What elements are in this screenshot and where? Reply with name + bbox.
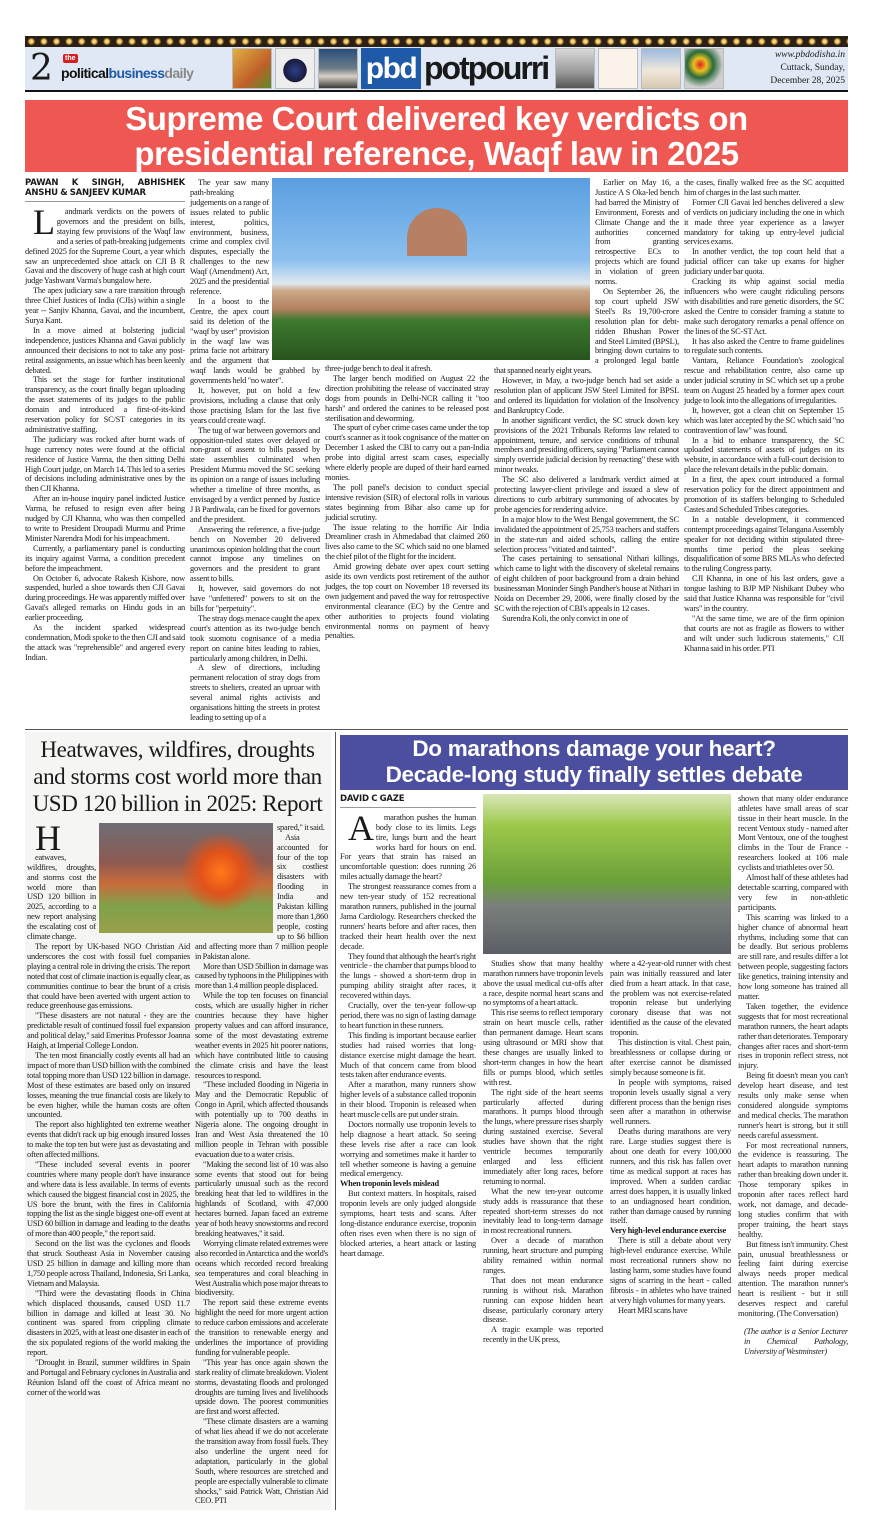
paragraph: In another verdict, the top court held that a judicial officer can take up exams for higher judiciary under bar quota. <box>684 247 844 277</box>
marathon-column-2-text <box>483 959 603 1345</box>
newspaper-page <box>25 0 848 1514</box>
marathon-columns <box>340 794 848 1357</box>
marathon-byline: DAVID C GAZE <box>340 794 476 808</box>
paragraph: Landmark verdicts on the powers of governors and the president on bills, staying few provisions of the Waqf law and a series of path-breaking judgements defined 2025 for the Supreme Court, a year which saw an unprecedented shoe attack on CJI B R Gavai and the discovery of huge cash at high court judge Yashwant Varma's bungalow here. <box>25 202 185 286</box>
heatwaves-article-box <box>25 732 331 1511</box>
paragraph: Doctors normally use troponin levels to help diagnose a heart attack. So seeing these levels rise after a race can look worrying and sometimes make it harder to tell whether someone is having a genuine medical emergency. <box>340 1119 476 1179</box>
paragraph: In a major blow to the West Bengal government, the SC invalidated the appointment of 25,753 teachers and staffers in the state-run and aided schools, calling the entire selection process "vitiated and tainted". <box>494 514 679 554</box>
sc-column-1 <box>25 178 185 663</box>
paragraph: After a marathon, many runners show higher levels of a substance called troponin in their blood. Troponin is released when heart muscle cells are put under strain. <box>340 1080 476 1120</box>
paragraph: In a bid to enhance transparency, the SC uploaded statements of assets of judges on its website, in accordance with a full-court decision to place the relevant details in the public domain. <box>684 435 844 475</box>
paragraph: It, however, said governors do not have "unfettered" powers to sit on the bills for "perpetuity". <box>190 584 320 613</box>
paragraph: As the incident sparked widespread condemnation, Modi spoke to the then CJI and said the attack was "reprehensible" and angered every Indian. <box>25 623 185 662</box>
plant-thumbnail <box>555 48 595 89</box>
paragraph: The report said these extreme events highlight the need for more urgent action to reduce carbon emissions and accelerate the transition to renewable energy and underlines the importance of providing funding for vulnerable people. <box>195 1298 328 1357</box>
paragraph: "These included several events in poorer countries where many people don't have insurance and where data is less available. In terms of events which caused the biggest financial cost in 2025, the US bore the brunt, with the fires in California topping the list as the single biggest one-off event at USD 60 billion in damage and leading to the deaths of more than 400 people," the report said. <box>27 1159 190 1239</box>
paragraph: On October 6, advocate Rakesh Kishore, now suspended, hurled a shoe towards then CJI Gavai during proceedings. He was apparently miffed over Gavai's alleged remarks on Hindu gods in an earlier proceeding. <box>25 573 185 623</box>
heat-column-2 <box>195 823 328 1507</box>
logo-political: political <box>61 64 109 81</box>
paragraph: In a notable development, it commenced contempt proceedings against Telangana Assembly speaker for not deciding within stipulated three-months time period the pleas seeking disqualification of some BRS MLAs who defected to the ruling Congress party. <box>684 514 844 574</box>
sc-column-5 <box>684 178 844 654</box>
paragraph: The tug of war between governors and opposition-ruled states over delayed or non-grant of assent to bills passed by state assemblies culminated when President Murmu moved the SC seeking its opinion on a range of issues including whether a timeline of three months, as envisaged by a verdict penned by Justice J B Pardiwala, can be fixed for governors and the president. <box>190 425 320 524</box>
subheading: When troponin levels mislead <box>340 1179 439 1189</box>
paragraph: The strongest reassurance comes from a new ten-year study of 152 recreational marathon runners, published in the journal Jama Cardiology. Researchers checked the runners' hearts before and after races, then tracked their heart health over the next decade. <box>340 882 476 951</box>
paragraph: "These climate disasters are a warning of what lies ahead if we do not accelerate the transition away from fossil fuels. They also underline the urgent need for adaptation, particularly in the global South, where resources are stretched and people are especially vulnerable to climate shocks," said Patrick Watt, Christian Aid CEO. PTI <box>195 1417 328 1506</box>
paragraph: It, however, got a clean chit on September 15 which was later accepted by the SC which said "no contravention of law" was found. <box>684 405 844 435</box>
sc-column-3 <box>325 178 489 641</box>
paragraph: Second on the list was the cyclones and floods that struck Southeast Asia in November causing USD 25 billion in damage and killing more than 1,750 people across Thailand, Indonesia, Sri Lanka, Vietnam and Malaysia. <box>27 1239 190 1288</box>
paragraph: The year saw many path-breaking judgements on a range of issues related to public interest, politics, environment, business, crime and complex civil disputes, especially the challenges to the new Waqf (Amendment) Act, 2025 and the presidential reference. <box>190 178 269 296</box>
paragraph: While the top ten focuses on financial costs, which are usually higher in richer countries because they have higher property values and can afford insurance, some of the most devastating extreme weather events in 2025 hit poorer nations, which have contributed little to causing the climate crisis and have the least resources to respond. <box>195 991 328 1080</box>
paragraph: the cases, finally walked free as the SC acquitted him of charges in the last such matter. <box>684 178 844 197</box>
heat-column-1 <box>27 817 190 1398</box>
marathon-article <box>340 732 848 1511</box>
marathon-headline-line2: Decade-long study finally settles debate <box>385 761 803 787</box>
paragraph: But context matters. In hospitals, raised troponin levels are only judged alongside symptoms, heart tests and scans. After long-distance endurance exercise, troponin often rises even when there is no sign of blocked arteries, a heart attack or lasting heart damage. <box>340 1189 476 1258</box>
paragraph: The SC also delivered a landmark verdict aimed at protecting lawyer-client privilege and issued a slew of directions to curb arbitrary summoning of advocates by probe agencies for rendering advice. <box>494 475 679 514</box>
paragraph: For most recreational runners, the evidence is reassuring. The heart adapts to marathon running rather than breaking down under it. Those temporary spikes in troponin after races reflect hard work, not damage, and decade-long studies confirm that with proper training, the heart stays healthy. <box>738 1140 848 1239</box>
motorbike-thumbnail <box>275 48 315 89</box>
paragraph: The issue relating to the horrific Air India Dreamliner crash in Ahmedabad that claimed 260 lives also came to the SC which said no one blamed the chief pilot of the flight for the incident. <box>325 522 489 562</box>
subheading: Very high-level endurance exercise <box>610 1226 726 1236</box>
author-note: (The author is a Senior Lecturer in Chemical Pathology, University of Westminster) <box>744 1326 848 1356</box>
paragraph: They found that although the heart's right ventricle - the chamber that pumps blood to the lungs - showed a short-term drop in pumping ability straight after races, it recovered within days. <box>340 951 476 1001</box>
paragraph: Amarathon pushes the human body close to its limits. Legs tire, lungs burn and the heart works hard for hours on end. For years that strain has raised an uncomfortable question: does running 26 miles actually damage the heart? <box>340 807 476 882</box>
marathon-column-1-text <box>340 807 476 1259</box>
paragraph: There is still a debate about very high-level endurance exercise. While most recreational runners show no lasting harm, some studies have found signs of scarring in the heart - called fibrosis - in athletes who have trained at very high volumes for many years. <box>610 1236 731 1305</box>
place-day: Cuttack, Sunday, <box>780 63 845 73</box>
masthead <box>25 47 848 92</box>
paragraph: The stray dogs menace caught the apex court's attention as its two-judge bench took suomotu cognisance of a media report on canine bites leading to rabies, particularly among children, in Delhi. <box>190 613 320 663</box>
paragraph: The poll panel's decision to conduct special intensive revision (SIR) of electoral rolls in various states beginning from Bihar also came up for judicial scrutiny. <box>325 482 489 522</box>
paragraph: In a boost to the Centre, the apex court said its deletion of the "waqf by user" provision in the waqf law was prima facie not arbitrary and the argument that waqf lands would be grabbed by governments held "no water". <box>190 296 320 386</box>
paragraph: where a 42-year-old runner with chest pain was initially reassured and later died from a heart attack. In that case, the problem was not exercise-related troponin release but underlying coronary disease that was not identified as the cause of the elevated troponin. <box>610 958 731 1038</box>
paragraph: Deaths during marathons are very rare. Large studies suggest there is about one death for every 100,000 runners, and this risk has fallen over time as medical support at races has improved. When a sudden cardiac arrest does happen, it is usually linked to an undiagnosed heart condition, rather than damage caused by running itself. <box>610 1127 731 1226</box>
paragraph: CJI Khanna, in one of his last orders, gave a tongue lashing to BJP MP Nishikant Dubey who said that Justice Khanna was responsible for "civil wars" in the country. <box>684 574 844 613</box>
paragraph: Heatwaves, wildfires, droughts, and storms cost the world more than USD 120 billion in 2025, according to a new report analysing the escalating cost of climate change. <box>27 817 96 942</box>
logo-daily: daily <box>164 64 194 81</box>
paragraph: Vantara, Reliance Foundation's zoological rescue and rehabilitation centre, also came up under judicial scrutiny in SC which set up a probe team on August 25 headed by a former apex court judge to look into the allegations of irregularities. <box>684 356 844 405</box>
paragraph: This scarring was linked to a higher chance of abnormal heart rhythms, including some that can be deadly. But serious problems are still rare, and results differ a lot between people, suggesting factors like genetics, training intensity and how long someone has trained all matter. <box>738 912 848 1001</box>
kathakali-thumbnail <box>232 48 272 89</box>
paragraph: In people with symptoms, raised troponin levels usually signal a very different process than the benign rises seen after a marathon in otherwise well runners. <box>610 1077 731 1127</box>
sc-column-1-text <box>25 202 185 663</box>
paragraph: Crucially, over the ten-year follow-up period, there was no sign of lasting damage to heart function in these runners. <box>340 1001 476 1030</box>
paragraph: spared," it said. <box>277 822 325 832</box>
taj-mahal-thumbnail <box>641 48 681 89</box>
paragraph: Almost half of these athletes had detectable scarring, compared with very few in non-athletic participants. <box>738 873 848 912</box>
heatwaves-headline: Heatwaves, wildfires, droughts and storms cost world more than USD 120 billion in 2025: Report <box>32 736 323 816</box>
paragraph: More than USD 5billion in damage was caused by typhoons in the Philippines with more than 1.4 million people displaced. <box>195 961 328 991</box>
sc-article <box>25 178 848 730</box>
paragraph: It has also asked the Centre to frame guidelines to regulate such contents. <box>684 336 844 356</box>
paragraph: Answering the reference, a five-judge bench on November 20 delivered unanimous opinion holding that the court cannot impose any timelines on governors and the president to grant assent to bills. <box>190 524 320 584</box>
paragraph: "This year has once again shown the stark reality of climate breakdown. Violent storms, devastating floods and prolonged droughts are turning lives and livelihoods upside down. The poorest communities are first and worst affected. <box>195 1357 328 1417</box>
paragraph: "Drought in Brazil, summer wildfires in Spain and Portugal and February cyclones in Australia and Réunion Island off the coast of Africa meant no corner of the world was <box>27 1358 190 1397</box>
logo-the: the <box>65 54 76 62</box>
website-link[interactable]: www.pbdodisha.in <box>774 50 845 60</box>
paragraph: "These disasters are not natural - they are the predictable result of continued fossil fuel expansion and political delay," said Emeritus Professor Joanna Haigh, at Imperial College London. <box>27 1011 190 1051</box>
paragraph: Over a decade of marathon running, heart structure and pumping ability remained within normal ranges. <box>483 1236 603 1275</box>
sc-headline <box>25 100 848 172</box>
marathon-headline <box>340 735 848 790</box>
lower-section <box>25 732 848 1511</box>
paragraph: Cracking its whip against social media influencers who were caught ridiculing persons with disabilities and rare genetic disorders, the SC asked the Centre to consider framing a statute to make such derogatory remarks a penal offence on the lines of the SC-ST Act. <box>684 277 844 336</box>
marathon-column-3-text <box>610 959 731 1316</box>
paragraph: Amid growing debate over apex court setting aside its own verdicts post retirement of the author judges, the top court on November 18 reversed its own judgement and paved the way for retrospective environmental clearance (EC) by the Centre and other authorities to projects found violating environmental norms on payment of heavy penalties. <box>325 562 489 641</box>
paragraph: What the new ten-year outcome study adds is reassurance that these repeated short-term stresses do not inevitably lead to long-term damage in most recreational runners. <box>483 1186 603 1236</box>
marathon-column-4 <box>738 794 848 1357</box>
paragraph: "Third were the devastating floods in China which displaced thousands, caused USD 11.7 billion in damage and killed at least 30. No continent was spared from crippling climate disasters in 2025, with at least one disaster in each of the six populated regions of the world making the report. <box>27 1288 190 1358</box>
sc-column-3-text <box>325 364 489 641</box>
paragraph: shown that many older endurance athletes have small areas of scar tissue in their heart muscle. In the recent Ventoux study - named after Mont Ventoux, one of the toughest climbs in the Tour de France - researchers looked at 106 male cyclists and triathletes over 50. <box>738 793 848 873</box>
sc-byline: PAWAN K SINGH, ABHISHEK ANSHU & SANJEEV KUMAR <box>25 178 185 202</box>
paragraph: In a first, the apex court introduced a formal reservation policy for the direct appointment and promotion of its staffers belonging to Scheduled Castes and Scheduled Tribes categories. <box>684 475 844 514</box>
sc-headline-line1: Supreme Court delivered key verdicts on <box>125 100 748 137</box>
pbd-logo: pbd <box>361 48 421 89</box>
supreme-court-photo <box>272 178 590 360</box>
logo-business: business <box>108 64 165 81</box>
paragraph: The right side of the heart seems particularly affected during marathons. It pumps blood through the lungs, where pressure rises sharply during sustained exercise. Several studies have shown that the right ventricle becomes temporarily enlarged and less efficient immediately after long races, before returning to normal. <box>483 1087 603 1186</box>
issue-date: December 28, 2025 <box>770 76 845 86</box>
paragraph: The report also highlighted ten extreme weather events that didn't rack up big enough insured losses to make the top ten but were just as devastating and often affected millions. <box>27 1120 190 1160</box>
paragraph: That does not mean endurance running is without risk. Marathon running can expose hidden heart disease, particularly coronary artery disease. <box>483 1275 603 1325</box>
marathon-column-3 <box>610 794 731 1316</box>
paragraph: Asia accounted for four of the top six costliest disasters with flooding in India and Pakistan killing more than 1,860 people, costing up to $6 billion and affecting more than 7 million people in Pakistan alone. <box>195 832 328 961</box>
paragraph: "At the same time, we are of the firm opinion that courts are not as fragile as flowers to wither and wilt under such ludicrous statements," CJI Khanna said in his order. PTI <box>684 613 844 653</box>
paragraph: Being fit doesn't mean you can't develop heart disease, and test results only make sense when considered alongside symptoms and medical checks. The marathon runner's heart is strong, but it still needs careful assessment. <box>738 1071 848 1140</box>
marathon-headline-line1: Do marathons damage your heart? <box>412 735 776 761</box>
paragraph: The judiciary was rocked after burnt wads of huge currency notes were found at the official residence of Justice Varma, the then sitting Delhi High Court judge, on March 14. This led to a series of decisions including administrative ones by the then CJI Khanna. <box>25 434 185 494</box>
decorative-bulb-strip <box>25 36 848 47</box>
paragraph: The ten most financially costly events all had an impact of more than USD billion with the combined total topping more than USD 122 billion in damage. Most of these estimates are based only on insured losses, meaning the true financial costs are likely to be even higher, while the human costs are often uncounted. <box>27 1050 190 1120</box>
marathon-column-1 <box>340 794 476 1259</box>
paragraph: On September 26, the top court upheld JSW Steel's Rs 19,700-crore resolution plan for debt-ridden Bhushan Power and Steel Limited (BPSL), bringing down curtains to a prolonged legal battle that spanned nearly eight years. <box>494 286 679 376</box>
paragraph: After an in-house inquiry panel indicted Justice Varma, he refused to resign even after being nudged by CJI Khanna, who was then compelled to write to President Droupadi Murmu and Prime Minister Narendra Modi for his impeachment. <box>25 494 185 543</box>
column-divider <box>335 732 336 1511</box>
marathon-column-2 <box>483 794 603 1345</box>
billiards-thumbnail <box>684 48 724 89</box>
paragraph: Currently, a parliamentary panel is conducting its inquiry against Varma, a condition precedent before the impeachment. <box>25 543 185 573</box>
paragraph: This rise seems to reflect temporary strain on heart muscle cells, rather than permanent damage. Heart scans using ultrasound or MRI show that these changes are usually linked to short-term changes in how the heart fills or pumps blood, which settles with rest. <box>483 1008 603 1087</box>
paragraph: It, however, put on hold a few provisions, including a clause that only those practising Islam for the last five years could create waqf. <box>190 386 320 425</box>
palmistry-thumbnail <box>598 48 638 89</box>
paragraph: This distinction is vital. Chest pain, breathlessness or collapse during or after exercise cannot be dismissed simply because someone is fit. <box>610 1038 731 1077</box>
paragraph: A tragic example was reported recently in the UK press, <box>483 1325 603 1345</box>
paragraph: The apex judiciary saw a rare transition through three Chief Justices of India (CJIs) within a single year -- Sanjiv Khanna, Gavai, and the incumbent, Surya Kant. <box>25 286 185 325</box>
biker-thumbnail <box>318 48 358 89</box>
paragraph: "Making the second list of 10 was also some events that stood out for being particularly unusual such as the record breaking heat that led to wildfires in the highlands of Scotland, with 47,000 hectares burned. Japan faced an extreme year of both heavy snowstorms and record breaking heatwaves," it said. <box>195 1159 328 1238</box>
paragraph: The cases pertaining to sensational Nithari killings, which came to light with the discovery of skeletal remains of eight children of poor background from a drain behind businessman Moninder Singh Pandher's house at Nithari in Noida on December 29, 2006, were finally closed by the SC with the rejection of CBI's appeals in 12 cases. <box>494 554 679 613</box>
newspaper-logo[interactable] <box>61 54 229 84</box>
paragraph: The spurt of cyber crime cases came under the top court's scanner as it took cognisance of the matter on December 1 asked the CBI to carry out a pan-India probe into digital arrest scam cases, especially where elderly people are duped of their hard earned monies. <box>325 423 489 482</box>
paragraph: three-judge bench to deal it afresh. <box>325 364 433 373</box>
paragraph: Heart MRI scans have <box>618 1305 688 1315</box>
paragraph: A slew of directions, including permanent relocation of stray dogs from streets to shelters, created an uproar with several animal rights activists and organisations hitting the streets in protest leading to setting up of a <box>190 663 320 722</box>
paragraph: In another significant verdict, the SC struck down key provisions of the 2021 Tribunals Reforms law related to appointment, tenure, and service conditions of tribunal members and presiding officers, saying "Parliament cannot simply override judicial decision by reenacting" these with minor tweaks. <box>494 415 679 475</box>
paragraph: Worrying climate related extremes were also recorded in Antarctica and the world's oceans which recorded record breaking sea temperatures and coral bleaching in West Australia which pose major threats to biodiversity. <box>195 1238 328 1298</box>
paragraph: However, in May, a two-judge bench had set aside a resolution plan of applicant JSW Steel Limited for BPSL and ordered its liquidation for violation of the Insolvency and Bankruptcy Code. <box>494 376 679 415</box>
paragraph: Taken together, the evidence suggests that for most recreational marathon runners, the heart adapts rather than deteriorates. Temporary changes after races and short-term rises in troponin reflect stress, not injury. <box>738 1001 848 1071</box>
paragraph: This set the stage for further institutional transparency, as the court finally began uploading the asset statements of its judges to the public domain and introduced a first-of-its-kind reservation policy for SC/ST categories in its administrative staffing. <box>25 375 185 434</box>
paragraph: Earlier on May 16, a Justice A S Oka-led bench had barred the Ministry of Environment, Forests and Climate Change and the authorities concerned from granting retrospective ECs to projects which are found in violation of green norms. <box>595 178 679 287</box>
section-title: potpourri <box>424 50 549 86</box>
paragraph: The report by UK-based NGO Christian Aid underscores the cost with fossil fuel companies playing a central role in driving the crisis. The report noted that cost of climate inaction is equally clear, as communities continue to bear the brunt of a crisis that could have been averted with urgent action to reduce greenhouse gas emissions. <box>27 942 190 1011</box>
paragraph: In a move aimed at bolstering judicial independence, justices Khanna and Gavai publicly announced their decisions to not to take any post-retiral assignments, an issue which has been keenly debated. <box>25 325 185 375</box>
paragraph: The larger bench modified on August 22 the direction prohibiting the release of vaccinated stray dogs from pounds in Delhi-NCR calling it "too harsh" and ordered the canines to be released post sterilisation and deworming. <box>325 373 489 423</box>
paragraph: Surendra Koli, the only convict in one of <box>502 613 629 623</box>
paragraph: Former CJI Gavai led benches delivered a slew of verdicts on judiciary including the one in which it made three year experience as a lawyer mandatory for taking up entry-level judicial services exams. <box>684 197 844 247</box>
dateline <box>757 49 845 88</box>
page-number: 2 <box>30 47 53 89</box>
sc-headline-line2: presidential reference, Waqf law in 2025 <box>134 135 739 172</box>
heatwaves-columns <box>27 817 328 1507</box>
paragraph: Studies show that many healthy marathon runners have troponin levels above the usual medical cut-offs after a race, despite normal heart scans and no symptoms of a heart attack. <box>483 958 603 1008</box>
paragraph: But fitness isn't immunity. Chest pain, unusual breathlessness or feeling faint during exercise always needs proper medical attention. The marathon runner's heart is resilient - but it still deserves respect and careful monitoring. (The Conversation) <box>738 1239 848 1318</box>
paragraph: "These included flooding in Nigeria in May and the Democratic Republic of Congo in April, which affected thousands with potentially up to 700 deaths in Nigeria alone. The ongoing drought in Iran and West Asia threatened the 10 million people in Tehran with possible evacuation due to a water crisis. <box>195 1080 328 1159</box>
paragraph: This finding is important because earlier studies had raised worries that long-distance exercise might damage the heart. Much of that concern came from blood tests taken after endurance events. <box>340 1030 476 1080</box>
